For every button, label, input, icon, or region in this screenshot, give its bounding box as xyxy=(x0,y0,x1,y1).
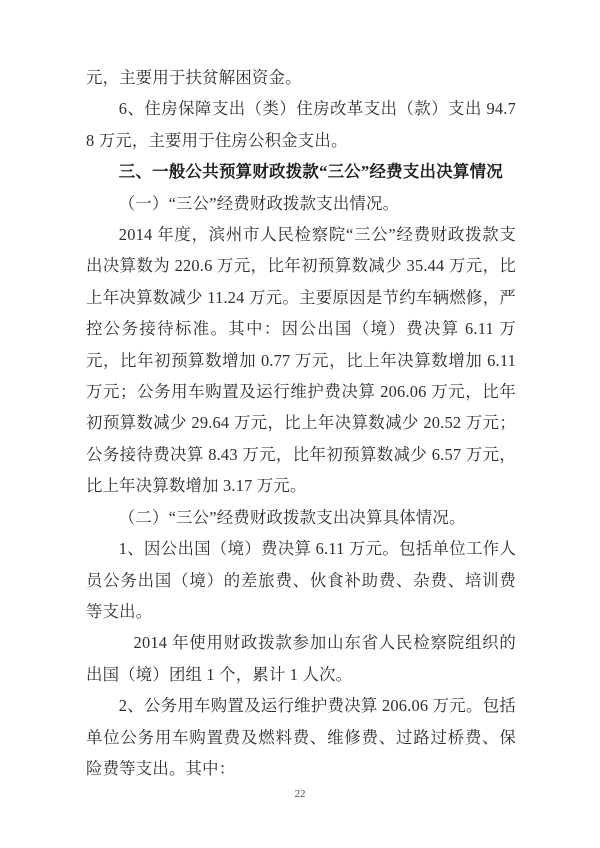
paragraph-2014-sangong-summary: 2014 年度，滨州市人民检察院“三公”经费财政拨款支出决算数为 220.6 万元，比年初预算数减少 35.44 万元，比上年决算数减少 11.24 万元。主要原因是节约车辆燃修，严控公务接待标准。其中：因公出国（境）费决算 6.11 万元，比年初预算数增加 0.77 万元，比上年决算数增加 6.11 万元；公务用车购置及运行维护费决算 206.06 万元，比年初预算数减少 29.64 万元，比上年决算数减少 20.52 万元；公务接待费决算 8.43 万元，比年初预算数减少 6.57 万元，比上年决算数增加 3.17 万元。 xyxy=(86,225,516,496)
heading-section-three: 三、一般公共预算财政拨款“三公”经费支出决算情况 xyxy=(118,162,503,182)
subheading-one: （一）“三公”经费财政拨款支出情况。 xyxy=(118,193,400,213)
subheading-two: （二）“三公”经费财政拨款支出决算具体情况。 xyxy=(118,507,466,527)
page-number: 22 xyxy=(294,788,306,800)
paragraph-item-1-overseas-travel: 1、因公出国（境）费决算 6.11 万元。包括单位工作人员公务出国（境）的差旅费、伙食补助费、杂费、培训费等支出。 xyxy=(86,539,516,621)
page-body-text xyxy=(86,62,516,784)
paragraph-item-1-delegation-detail: 2014 年使用财政拨款参加山东省人民检察院组织的出国（境）团组 1 个，累计 1 人次。 xyxy=(86,633,516,684)
paragraph-carryover-funds: 元，主要用于扶贫解困资金。 xyxy=(86,68,302,87)
paragraph-item-2-vehicle-expenses: 2、公务用车购置及运行维护费决算 206.06 万元。包括单位公务用车购置费及燃料费、维修费、过路过桥费、保险费等支出。其中： xyxy=(86,696,516,778)
paragraph-item-6-housing: 6、住房保障支出（类）住房改革支出（款）支出 94.78 万元，主要用于住房公积金支出。 xyxy=(86,99,516,150)
